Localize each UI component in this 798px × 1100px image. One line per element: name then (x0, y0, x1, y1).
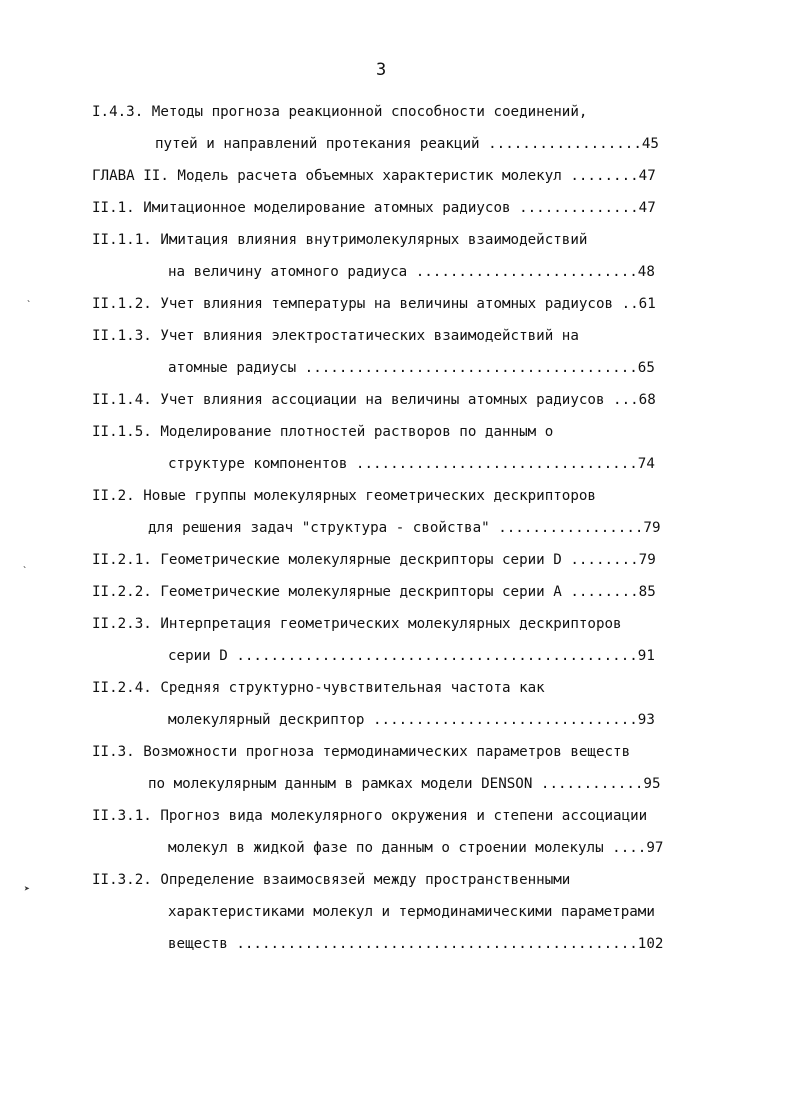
toc-line: атомные радиусы .......................................65 (168, 360, 655, 376)
toc-line: II.2. Новые группы молекулярных геометрических дескрипторов (92, 488, 596, 504)
toc-line: II.1.1. Имитация влияния внутримолекулярных взаимодействий (92, 232, 588, 248)
toc-line: ГЛАВА II. Модель расчета объемных характеристик молекул ........47 (92, 168, 656, 184)
toc-line: для решения задач "структура - свойства" .................79 (148, 520, 661, 536)
toc-line: II.3.1. Прогноз вида молекулярного окружения и степени ассоциации (92, 808, 648, 824)
toc-line: II.3. Возможности прогноза термодинамических параметров веществ (92, 744, 631, 760)
scan-mark: ` (22, 566, 29, 577)
toc-line: II.1.2. Учет влияния температуры на величины атомных радиусов ..61 (92, 296, 656, 312)
toc-line: II.2.4. Средняя структурно-чувствительная частота как (92, 680, 545, 696)
toc-line: II.1.3. Учет влияния электростатических взаимодействий на (92, 328, 579, 344)
toc-line: на величину атомного радиуса ..........................48 (168, 264, 655, 280)
scan-mark: ` (26, 300, 33, 311)
toc-line: II.1.5. Моделирование плотностей растворов по данным о (92, 424, 554, 440)
toc-line: II.1.4. Учет влияния ассоциации на величины атомных радиусов ...68 (92, 392, 656, 408)
toc-line: II.2.3. Интерпретация геометрических молекулярных дескрипторов (92, 616, 622, 632)
toc-line: II.2.1. Геометрические молекулярные дескрипторы серии D ........79 (92, 552, 656, 568)
toc-line: характеристиками молекул и термодинамическими параметрами (168, 904, 655, 920)
toc-line: веществ ...............................................102 (168, 936, 664, 952)
toc-line: молекулярный дескриптор ...............................93 (168, 712, 655, 728)
toc-line: по молекулярным данным в рамках модели DENSON ............95 (148, 776, 661, 792)
scan-mark: ➤ (24, 884, 31, 895)
toc-line: II.2.2. Геометрические молекулярные дескрипторы серии A ........85 (92, 584, 656, 600)
toc-line: II.1. Имитационное моделирование атомных радиусов ..............47 (92, 200, 656, 216)
toc-line: II.3.2. Определение взаимосвязей между пространственными (92, 872, 571, 888)
toc-line: I.4.3. Методы прогноза реакционной способности соединений, (92, 104, 588, 120)
toc-line: серии D ...............................................91 (168, 648, 655, 664)
toc-line: молекул в жидкой фазе по данным о строении молекулы ....97 (168, 840, 664, 856)
page-number: 3 (376, 60, 387, 80)
toc-line: путей и направлений протекания реакций ..................45 (155, 136, 659, 152)
toc-line: структуре компонентов .................................74 (168, 456, 655, 472)
